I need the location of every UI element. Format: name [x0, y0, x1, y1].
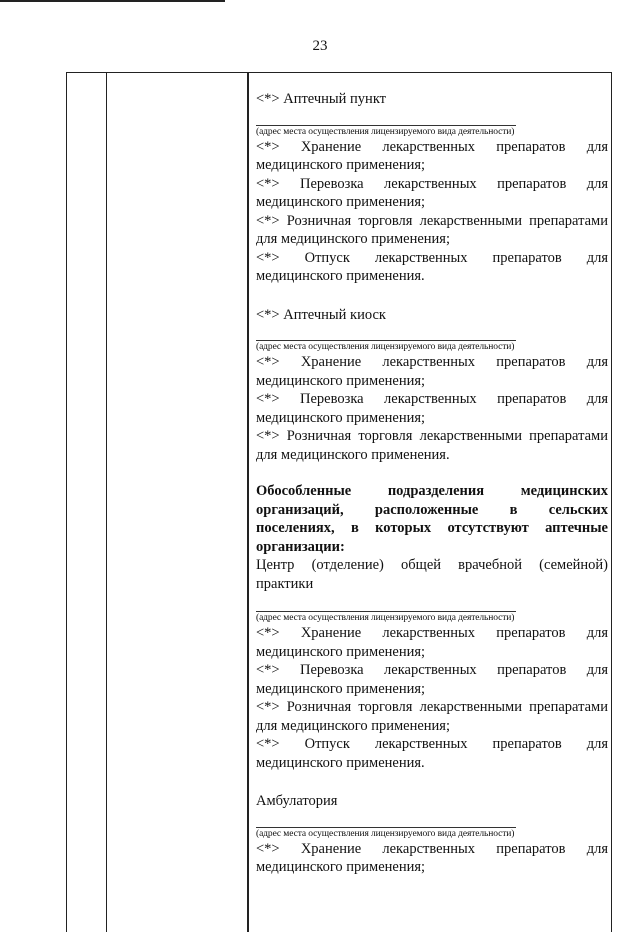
section-title-pharmacy-point: <*> Аптечный пункт	[256, 91, 387, 107]
activity-list	[256, 624, 608, 772]
list-item: <*> Перевозка лекарственных препаратов для медицинского применения;	[256, 662, 608, 697]
activity-list	[256, 138, 608, 286]
address-blank-line	[256, 595, 516, 612]
address-blank-line	[256, 811, 516, 828]
activity-list	[256, 840, 608, 877]
list-item: <*> Хранение лекарственных препаратов для медицинского применения;	[256, 625, 608, 660]
list-item: <*> Розничная торговля лекарственными препаратами для медицинского применения.	[256, 428, 608, 463]
address-blank-line	[256, 324, 516, 341]
list-item: <*> Хранение лекарственных препаратов для медицинского применения;	[256, 354, 608, 389]
list-item: <*> Розничная торговля лекарственными препаратами для медицинского применения;	[256, 699, 608, 734]
list-item: <*> Хранение лекарственных препаратов для медицинского применения;	[256, 138, 608, 173]
address-caption: (адрес места осуществления лицензируемого вида деятельности)	[256, 613, 515, 623]
column-divider	[106, 73, 107, 932]
list-item: <*> Перевозка лекарственных препаратов для медицинского применения;	[256, 175, 608, 210]
section-title-pharmacy-kiosk: <*> Аптечный киоск	[256, 306, 386, 323]
top-rule	[0, 0, 225, 2]
list-item: <*> Отпуск лекарственных препаратов для медицинского применения.	[256, 249, 608, 284]
list-item: <*> Отпуск лекарственных препаратов для медицинского применения.	[256, 736, 608, 771]
list-item: <*> Хранение лекарственных препаратов для медицинского применения;	[256, 840, 608, 875]
address-caption: (адрес места осуществления лицензируемого вида деятельности)	[256, 126, 515, 137]
column-divider	[248, 73, 249, 932]
address-blank-line	[256, 109, 516, 126]
list-item: <*> Перевозка лекарственных препаратов для медицинского применения;	[256, 391, 608, 426]
right-column-content	[256, 88, 608, 877]
address-caption: (адрес места осуществления лицензируемого вида деятельности)	[256, 342, 515, 352]
address-caption: (адрес места осуществления лицензируемого вида деятельности)	[256, 828, 515, 839]
list-item: <*> Розничная торговля лекарственными препаратами для медицинского применения;	[256, 212, 608, 247]
page-number: 23	[312, 38, 328, 54]
activity-list	[256, 353, 608, 464]
center-title: Центр (отделение) общей врачебной (семейной) практики	[256, 557, 608, 592]
section-title-ambulatory: Амбулатория	[256, 793, 338, 809]
section-heading-separate-units: Обособленные подразделения медицинских организаций, расположенные в сельских поселениях, в которых отсутствуют аптечные организации:	[256, 483, 608, 555]
